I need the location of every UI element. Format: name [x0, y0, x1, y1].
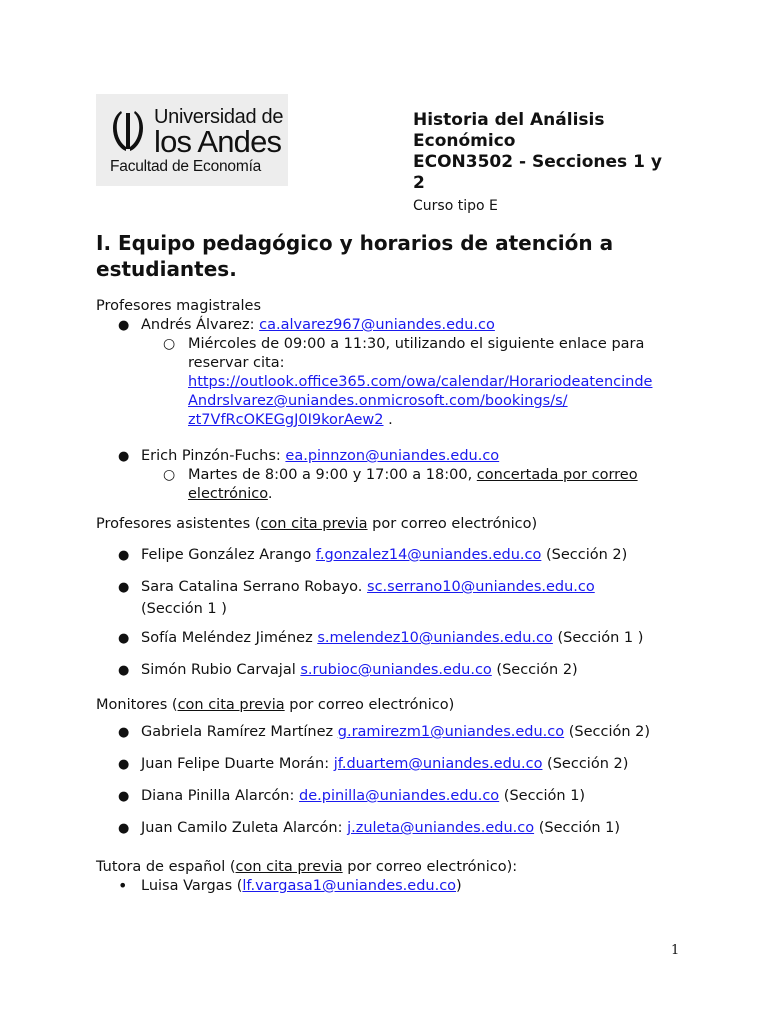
list-item: ● Felipe González Arango f.gonzalez14@uniandes.edu.co (Sección 2)	[118, 547, 628, 563]
magistrales-block	[96, 297, 716, 504]
magistrales-heading: Profesores magistrales	[96, 298, 262, 314]
section-title-line-2: estudiantes.	[96, 257, 237, 281]
schedule-text: reservar cita:	[188, 355, 285, 371]
course-title-line-1: Historia del Análisis	[413, 110, 605, 130]
section-title	[96, 230, 696, 282]
logo-emblem-icon	[110, 109, 146, 155]
logo-line-1: Universidad de	[154, 106, 284, 128]
course-title-line-2: Económico	[413, 131, 516, 151]
email-link[interactable]: jf.duartem@uniandes.edu.co	[333, 756, 543, 772]
list-item	[96, 316, 716, 335]
booking-link[interactable]: Andrslvarez@uniandes.onmicrosoft.com/bookings/s/	[188, 393, 568, 409]
monitores-heading: Monitores (con cita previa por correo electrónico)	[96, 697, 455, 713]
booking-link[interactable]: zt7VfRcOKEGgJ0I9korAew2	[188, 412, 384, 428]
bullet-icon: ●	[118, 757, 130, 772]
schedule-underline: concertada por correo	[476, 467, 638, 483]
asistentes-block	[96, 515, 716, 680]
email-link[interactable]: f.gonzalez14@uniandes.edu.co	[315, 547, 542, 563]
bullet-icon: ●	[118, 548, 130, 563]
bullet-icon: ●	[118, 821, 130, 836]
course-title-line-3: ECON3502 - Secciones 1 y	[413, 152, 662, 172]
email-link[interactable]: g.ramirezm1@uniandes.edu.co	[337, 724, 565, 740]
link-end: .	[383, 412, 393, 428]
list-item: ● Juan Felipe Duarte Morán: jf.duartem@uniandes.edu.co (Sección 2)	[118, 756, 629, 772]
email-link[interactable]: ca.alvarez967@uniandes.edu.co	[259, 317, 495, 333]
email-link[interactable]: sc.serrano10@uniandes.edu.co	[367, 579, 595, 595]
course-type: Curso tipo E	[413, 198, 498, 214]
course-header	[413, 110, 683, 214]
list-item: ● Sofía Meléndez Jiménez s.melendez10@uniandes.edu.co (Sección 1 )	[118, 630, 644, 646]
schedule-text: Martes de 8:00 a 9:00 y 17:00 a 18:00,	[188, 467, 477, 483]
list-item	[96, 447, 716, 466]
asistentes-heading: Profesores asistentes (con cita previa por correo electrónico)	[96, 516, 538, 532]
professor-name: Erich Pinzón-Fuchs:	[141, 448, 286, 464]
section-title-line-1: I. Equipo pedagógico y horarios de atención a	[96, 231, 614, 255]
email-link[interactable]: s.melendez10@uniandes.edu.co	[317, 630, 553, 646]
page-number: 1	[671, 943, 680, 958]
email-link[interactable]: s.rubioc@uniandes.edu.co	[300, 662, 492, 678]
tutora-block	[96, 858, 716, 896]
schedule-text: Miércoles de 09:00 a 11:30, utilizando el siguiente enlace para	[188, 336, 645, 352]
booking-link[interactable]: https://outlook.office365.com/owa/calendar/Horariodeatencinde	[188, 374, 653, 390]
circle-bullet-icon: ○	[163, 336, 176, 352]
course-title-line-4: 2	[413, 173, 425, 193]
bullet-icon: ●	[118, 663, 130, 678]
list-item: ● Gabriela Ramírez Martínez g.ramirezm1@uniandes.edu.co (Sección 2)	[118, 724, 651, 740]
bullet-icon: ●	[118, 725, 130, 740]
list-item: • Luisa Vargas (lf.vargasa1@uniandes.edu.co)	[118, 876, 462, 895]
bullet-icon: ●	[118, 318, 130, 333]
tutora-heading: Tutora de español (con cita previa por correo electrónico):	[96, 859, 518, 875]
list-item: ● Sara Catalina Serrano Robayo. sc.serrano10@uniandes.edu.co	[118, 579, 595, 595]
schedule-item	[96, 335, 716, 430]
monitores-block	[96, 696, 716, 838]
email-link[interactable]: lf.vargasa1@uniandes.edu.co	[242, 878, 457, 894]
email-link[interactable]: j.zuleta@uniandes.edu.co	[347, 820, 535, 836]
bullet-icon: ●	[118, 631, 130, 646]
bullet-icon: ●	[118, 580, 130, 595]
list-item-continuation: (Sección 1 )	[141, 601, 227, 617]
circle-bullet-icon: ○	[163, 467, 176, 483]
bullet-icon: ●	[118, 789, 130, 804]
logo-line-3: Facultad de Economía	[110, 158, 262, 175]
list-item: ● Diana Pinilla Alarcón: de.pinilla@uniandes.edu.co (Sección 1)	[118, 788, 586, 804]
bullet-icon: ●	[118, 449, 130, 464]
logo-line-2: los Andes	[154, 124, 282, 159]
email-link[interactable]: de.pinilla@uniandes.edu.co	[299, 788, 500, 804]
schedule-underline: electrónico	[188, 486, 268, 502]
university-logo	[96, 94, 288, 186]
list-item: ● Juan Camilo Zuleta Alarcón: j.zuleta@uniandes.edu.co (Sección 1)	[118, 820, 621, 836]
list-item: ● Simón Rubio Carvajal s.rubioc@uniandes.edu.co (Sección 2)	[118, 662, 578, 678]
bullet-icon: •	[118, 876, 128, 895]
professor-name: Andrés Álvarez:	[141, 317, 260, 333]
email-link[interactable]: ea.pinnzon@uniandes.edu.co	[285, 448, 500, 464]
schedule-item: ○ Martes de 8:00 a 9:00 y 17:00 a 18:00, concertada por correo electrónico.	[163, 467, 638, 502]
